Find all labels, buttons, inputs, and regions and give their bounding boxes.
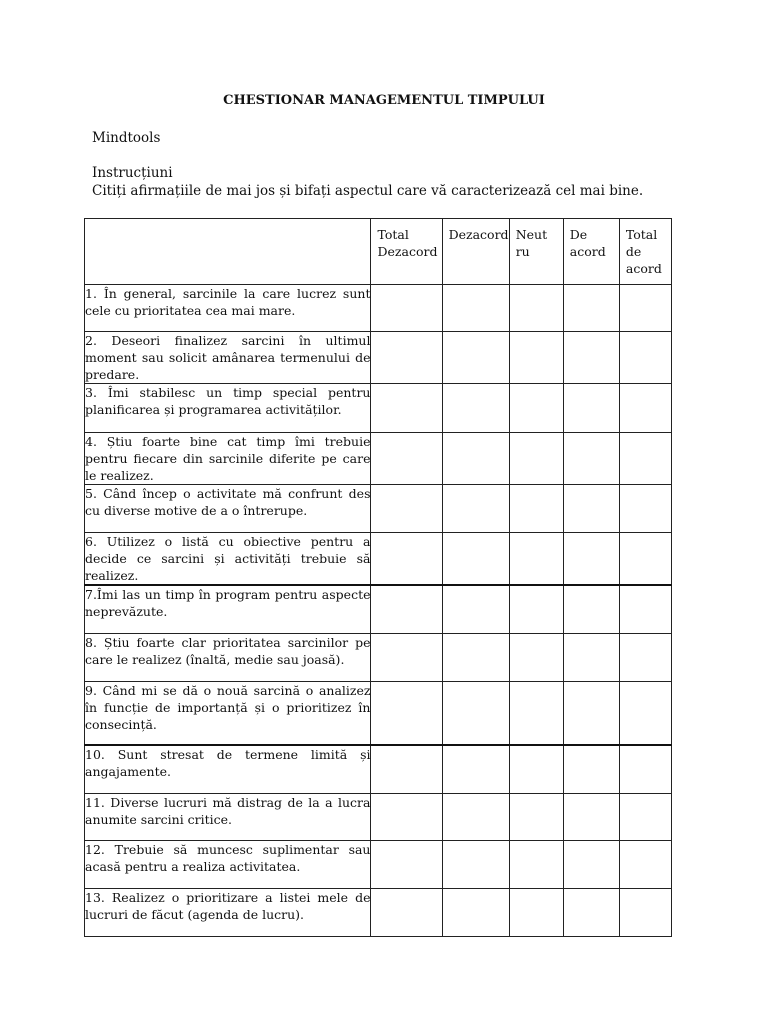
answer-cell[interactable] [371,384,442,433]
table-row [85,840,672,888]
answer-cell[interactable] [563,840,619,888]
answer-cell[interactable] [442,888,509,936]
statement-cell: 7.Îmi las un timp în program pentru aspecte neprevăzute. [85,585,371,633]
table-row [85,332,672,384]
answer-cell[interactable] [509,840,563,888]
answer-cell[interactable] [442,533,509,586]
answer-cell[interactable] [619,332,671,384]
table-row [85,384,672,433]
answer-cell[interactable] [619,633,671,681]
statement-cell: 10. Sunt stresat de termene limită și angajamente. [85,745,371,793]
answer-cell[interactable] [619,793,671,840]
questionnaire-table [84,218,672,937]
statement-cell: 11. Diverse lucruri mă distrag de la a lucra anumite sarcini critice. [85,793,371,840]
page-title: CHESTIONAR MANAGEMENTUL TIMPULUI [223,93,545,108]
column-header-dezacord: Dezacord [442,219,509,285]
answer-cell[interactable] [619,485,671,533]
answer-cell[interactable] [371,633,442,681]
answer-cell[interactable] [563,485,619,533]
answer-cell[interactable] [442,681,509,745]
statement-cell: 2. Deseori finalizez sarcini în ultimul moment sau solicit amânarea termenului de predare. [85,333,371,382]
answer-cell[interactable] [563,332,619,384]
table-row [85,681,672,745]
answer-cell[interactable] [442,745,509,793]
statement-cell: 6. Utilizez o listă cu obiective pentru a decide ce sarcini și activități trebuie să realizez. [85,534,371,583]
answer-cell[interactable] [509,633,563,681]
answer-cell[interactable] [563,888,619,936]
answer-cell[interactable] [371,585,442,633]
header-row [85,219,672,285]
answer-cell[interactable] [563,533,619,586]
answer-cell[interactable] [563,384,619,433]
answer-cell[interactable] [509,485,563,533]
answer-cell[interactable] [371,888,442,936]
statement-cell: 8. Știu foarte clar prioritatea sarcinilor pe care le realizez (înaltă, medie sau joasă). [85,633,371,681]
answer-cell[interactable] [563,745,619,793]
answer-cell[interactable] [509,433,563,485]
answer-cell[interactable] [619,384,671,433]
answer-cell[interactable] [442,840,509,888]
column-header-de-acord: De acord [563,219,619,285]
answer-cell[interactable] [509,384,563,433]
answer-cell[interactable] [509,888,563,936]
answer-cell[interactable] [442,384,509,433]
answer-cell[interactable] [619,745,671,793]
table-row [85,633,672,681]
answer-cell[interactable] [371,681,442,745]
answer-cell[interactable] [619,433,671,485]
answer-cell[interactable] [619,840,671,888]
answer-cell[interactable] [509,793,563,840]
answer-cell[interactable] [442,485,509,533]
answer-cell[interactable] [371,793,442,840]
instructions-heading: Instrucțiuni [92,165,173,181]
table-row [85,285,672,332]
answer-cell[interactable] [442,585,509,633]
table-row [85,533,672,586]
table-row [85,745,672,793]
statement-cell: 9. Când mi se dă o nouă sarcină o analizez în funcție de importanță și o prioritizez în consecință. [85,681,371,745]
answer-cell[interactable] [563,585,619,633]
answer-cell[interactable] [371,332,442,384]
answer-cell[interactable] [619,888,671,936]
statement-cell: 3. Îmi stabilesc un timp special pentru planificarea și programarea activităților. [85,384,371,433]
answer-cell[interactable] [619,285,671,332]
answer-cell[interactable] [442,433,509,485]
table-row [85,485,672,533]
table-row [85,585,672,633]
statement-cell: 4. Știu foarte bine cat timp îmi trebuie pentru fiecare din sarcinile diferite pe care le realizez. [85,434,371,483]
answer-cell[interactable] [509,681,563,745]
table-row [85,433,672,485]
answer-cell[interactable] [509,332,563,384]
answer-cell[interactable] [563,633,619,681]
table-row [85,888,672,936]
answer-cell[interactable] [442,332,509,384]
answer-cell[interactable] [509,285,563,332]
answer-cell[interactable] [442,285,509,332]
statement-cell: 13. Realizez o prioritizare a listei mele de lucruri de făcut (agenda de lucru). [85,888,371,936]
answer-cell[interactable] [509,533,563,586]
answer-cell[interactable] [619,681,671,745]
answer-cell[interactable] [563,433,619,485]
statement-cell: 5. Când încep o activitate mă confrunt des cu diverse motive de a o întrerupe. [85,485,371,533]
statement-cell: 12. Trebuie să muncesc suplimentar sau acasă pentru a realiza activitatea. [85,840,371,888]
column-header-total-dezacord: Total Dezacord [371,219,442,285]
answer-cell[interactable] [619,533,671,586]
answer-cell[interactable] [619,585,671,633]
answer-cell[interactable] [509,585,563,633]
answer-cell[interactable] [371,533,442,586]
answer-cell[interactable] [442,633,509,681]
answer-cell[interactable] [563,681,619,745]
instructions-text: Citiți afirmațiile de mai jos și bifați aspectul care vă caracterizează cel mai bine. [92,183,644,199]
column-header-total-de-acord: Total de acord [619,219,671,285]
source-label: Mindtools [92,130,161,146]
answer-cell[interactable] [371,840,442,888]
table-row [85,793,672,840]
answer-cell[interactable] [371,433,442,485]
answer-cell[interactable] [371,745,442,793]
answer-cell[interactable] [563,793,619,840]
answer-cell[interactable] [563,285,619,332]
answer-cell[interactable] [371,485,442,533]
answer-cell[interactable] [371,285,442,332]
statement-cell: 1. În general, sarcinile la care lucrez sunt cele cu prioritatea cea mai mare. [85,285,371,332]
header-empty-cell [85,219,371,285]
column-header-neutru: Neutru [509,219,563,285]
answer-cell[interactable] [509,745,563,793]
answer-cell[interactable] [442,793,509,840]
